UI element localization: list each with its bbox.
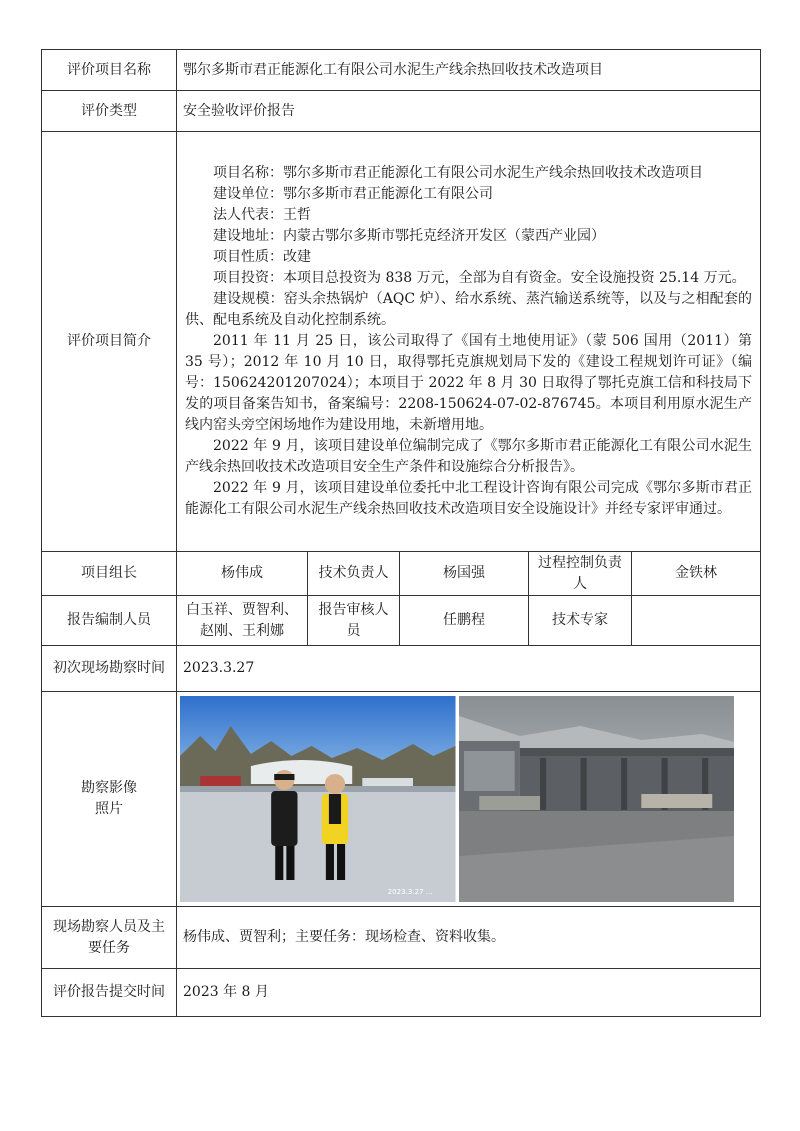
process-control-value: 金铁林 — [632, 552, 761, 596]
intro-paragraph: 法人代表：王哲 — [213, 207, 311, 223]
process-control-label: 过程控制负责人 — [529, 552, 632, 596]
intro-paragraph: 2022 年 9 月，该项目建设单位委托中北工程设计咨询有限公司完成《鄂尔多斯市君正能源化工有限公司水泥生产线余热回收技术改造项目安全设施设计》并经专家评审通过。 — [185, 480, 753, 517]
intro-label: 评价项目简介 — [42, 132, 177, 552]
evaluation-info-table — [41, 49, 761, 1017]
survey-date-label: 初次现场勘察时间 — [42, 646, 177, 692]
photo-timestamp: 2023.3.27 ... — [387, 887, 433, 896]
photos-label: 勘察影像照片 — [42, 692, 177, 907]
survey-staff-value: 杨伟成、贾智利；主要任务：现场检查、资料收集。 — [177, 907, 761, 969]
eval-type-value: 安全验收评价报告 — [177, 91, 761, 132]
eval-type-label: 评价类型 — [42, 91, 177, 132]
reviewer-label: 报告审核人员 — [308, 596, 400, 646]
leader-value: 杨伟成 — [177, 552, 308, 596]
intro-paragraph: 建设规模：窑头余热锅炉（AQC 炉）、给水系统、蒸汽输送系统等，以及与之相配套的供、配电系统及自动化控制系统。 — [185, 291, 753, 328]
intro-paragraph: 项目名称：鄂尔多斯市君正能源化工有限公司水泥生产线余热回收技术改造项目 — [213, 165, 703, 181]
intro-content — [177, 132, 761, 552]
submit-date-value: 2023 年 8 月 — [177, 969, 761, 1017]
site-photo-people — [180, 696, 456, 902]
photos-cell — [177, 692, 761, 907]
survey-date-value: 2023.3.27 — [177, 646, 761, 692]
expert-value — [632, 596, 761, 646]
project-name-label: 评价项目名称 — [42, 50, 177, 91]
project-name-value: 鄂尔多斯市君正能源化工有限公司水泥生产线余热回收技术改造项目 — [177, 50, 761, 91]
intro-paragraph: 建设地址：内蒙古鄂尔多斯市鄂托克经济开发区（蒙西产业园） — [213, 228, 605, 244]
site-photo-plant — [459, 696, 735, 902]
leader-label: 项目组长 — [42, 552, 177, 596]
authors-label: 报告编制人员 — [42, 596, 177, 646]
intro-paragraph: 建设单位：鄂尔多斯市君正能源化工有限公司 — [213, 186, 493, 202]
submit-date-label: 评价报告提交时间 — [42, 969, 177, 1017]
intro-paragraph: 项目性质：改建 — [213, 249, 311, 265]
reviewer-value: 任鹏程 — [400, 596, 529, 646]
tech-lead-label: 技术负责人 — [308, 552, 400, 596]
intro-paragraph: 项目投资：本项目总投资为 838 万元，全部为自有资金。安全设施投资 25.14 万元。 — [213, 270, 746, 286]
expert-label: 技术专家 — [529, 596, 632, 646]
tech-lead-value: 杨国强 — [400, 552, 529, 596]
survey-staff-label: 现场勘察人员及主要任务 — [42, 907, 177, 969]
intro-paragraph: 2011 年 11 月 25 日，该公司取得了《国有土地使用证》（蒙 506 国用（2011）第 35 号）；2012 年 10 月 10 日，取得鄂托克旗规划局下发的《建设工程规划许可证》（编号：150624201207024）；本项目于 2022 年 8 月 30 日取得了鄂托克旗工信和科技局下发的项目备案告知书，备案编号：2208-150624-07-02-876745。本项目利用原水泥生产线内窑头旁空闲场地作为建设用地，未新增用地。 — [185, 333, 753, 433]
authors-value: 白玉祥、贾智利、赵刚、王利娜 — [177, 596, 308, 646]
intro-paragraph: 2022 年 9 月，该项目建设单位编制完成了《鄂尔多斯市君正能源化工有限公司水泥生产线余热回收技术改造项目安全生产条件和设施综合分析报告》。 — [185, 438, 753, 475]
